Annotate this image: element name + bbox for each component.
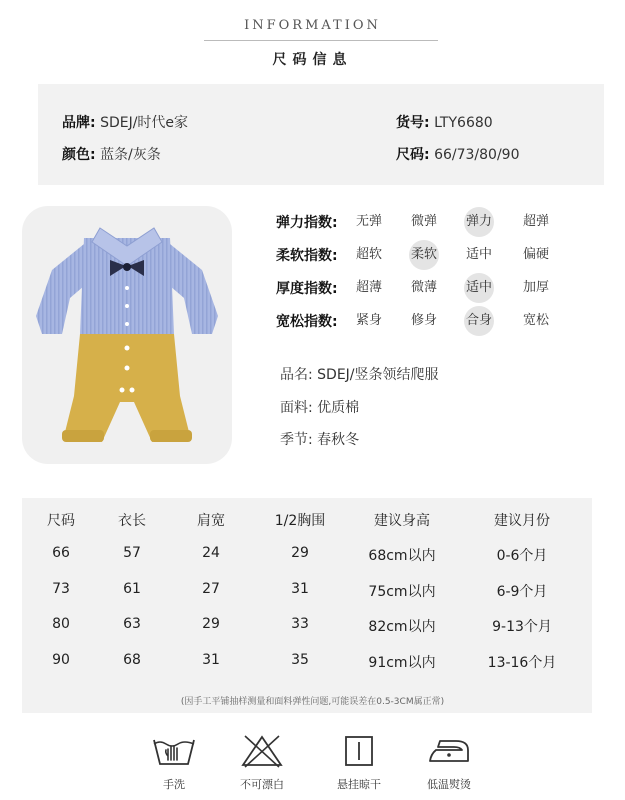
index-option: 紧身 [355, 313, 382, 328]
table-cell: 31 [291, 581, 309, 597]
size-value: 66/73/80/90 [434, 147, 520, 163]
product-photo [22, 206, 232, 464]
sku-key: 货号 [396, 115, 424, 131]
index-option-selected: 弹力 [459, 209, 499, 235]
brand-value: SDEJ/时代e家 [100, 115, 189, 131]
product-name: 品名: SDEJ/竖条领结爬服 [280, 367, 439, 383]
size-row [396, 144, 519, 164]
table-header-cell: 1/2胸围 [274, 513, 326, 529]
index-label: 宽松指数: [276, 314, 338, 330]
table-header-cell: 建议身高 [374, 513, 430, 529]
table-cell: 0-6个月 [496, 548, 548, 564]
table-cell: 6-9个月 [496, 584, 548, 600]
product-fabric: 面料: 优质棉 [280, 400, 360, 416]
care-item-low-iron [409, 734, 489, 792]
sku-colon: : [424, 115, 430, 131]
table-cell: 13-16个月 [487, 655, 557, 671]
table-cell: 63 [123, 616, 141, 632]
care-item-no-bleach [222, 734, 302, 792]
color-colon: : [90, 147, 96, 163]
index-label: 柔软指数: [276, 248, 338, 264]
table-cell: 80 [52, 616, 70, 632]
table-header-cell: 肩宽 [197, 513, 225, 529]
brand-row [62, 112, 188, 132]
table-cell: 91cm以内 [368, 655, 436, 671]
index-label: 弹力指数: [276, 215, 338, 231]
product-info-panel [38, 84, 604, 185]
care-label: 手洗 [163, 778, 185, 791]
table-cell: 68cm以内 [368, 548, 436, 564]
table-cell: 29 [291, 545, 309, 561]
care-item-hang-dry [319, 734, 399, 792]
index-option: 微薄 [410, 280, 437, 295]
hand-wash-icon [151, 734, 197, 768]
table-cell: 33 [291, 616, 309, 632]
table-cell: 82cm以内 [368, 619, 436, 635]
index-option-selected: 柔软 [404, 242, 444, 268]
table-cell: 35 [291, 652, 309, 668]
table-cell: 27 [202, 581, 220, 597]
care-item-hand-wash [134, 734, 214, 792]
header-title-cn: 尺码信息 [272, 52, 353, 68]
product-season: 季节: 春秋冬 [280, 432, 360, 448]
size-colon: : [424, 147, 430, 163]
table-cell: 68 [123, 652, 141, 668]
table-header-cell: 衣长 [118, 513, 146, 529]
color-key: 颜色 [62, 147, 90, 163]
index-option: 修身 [410, 313, 437, 328]
measurement-note: (因手工平铺抽样测量和面料弹性问题,可能误差在0.5-3CM属正常) [180, 697, 445, 707]
index-option: 超薄 [355, 280, 382, 295]
table-cell: 90 [52, 652, 70, 668]
brand-key: 品牌 [62, 115, 90, 131]
romper-illustration [22, 206, 232, 464]
size-key: 尺码 [396, 147, 424, 163]
table-cell: 73 [52, 581, 70, 597]
color-row [62, 144, 161, 164]
table-cell: 9-13个月 [492, 619, 552, 635]
no-bleach-icon [239, 734, 285, 768]
index-option-selected: 适中 [459, 275, 499, 301]
table-cell: 61 [123, 581, 141, 597]
table-header-cell: 建议月份 [494, 513, 550, 529]
color-value: 蓝条/灰条 [100, 147, 161, 163]
header-title-en: INFORMATION [244, 18, 381, 33]
sku-value: LTY6680 [434, 115, 493, 131]
care-label: 悬挂晾干 [337, 778, 381, 791]
hang-dry-icon [336, 734, 382, 768]
low-iron-icon [426, 734, 472, 768]
header-divider [204, 40, 438, 41]
table-cell: 24 [202, 545, 220, 561]
table-cell: 57 [123, 545, 141, 561]
table-cell: 29 [202, 616, 220, 632]
care-label: 低温熨烫 [427, 778, 471, 791]
table-cell: 31 [202, 652, 220, 668]
table-cell: 75cm以内 [368, 584, 436, 600]
sku-row [396, 112, 493, 132]
index-option: 微弹 [410, 214, 437, 229]
size-table [22, 498, 592, 713]
index-option: 超软 [355, 247, 382, 262]
index-option: 加厚 [522, 280, 549, 295]
index-option: 宽松 [522, 313, 549, 328]
index-option: 无弹 [355, 214, 382, 229]
index-option: 偏硬 [522, 247, 549, 262]
table-header-cell: 尺码 [47, 513, 75, 529]
index-option: 超弹 [522, 214, 549, 229]
table-cell: 66 [52, 545, 70, 561]
index-label: 厚度指数: [276, 281, 338, 297]
index-option-selected: 合身 [459, 308, 499, 334]
index-option: 适中 [465, 247, 492, 262]
brand-colon: : [90, 115, 96, 131]
care-label: 不可漂白 [240, 778, 284, 791]
